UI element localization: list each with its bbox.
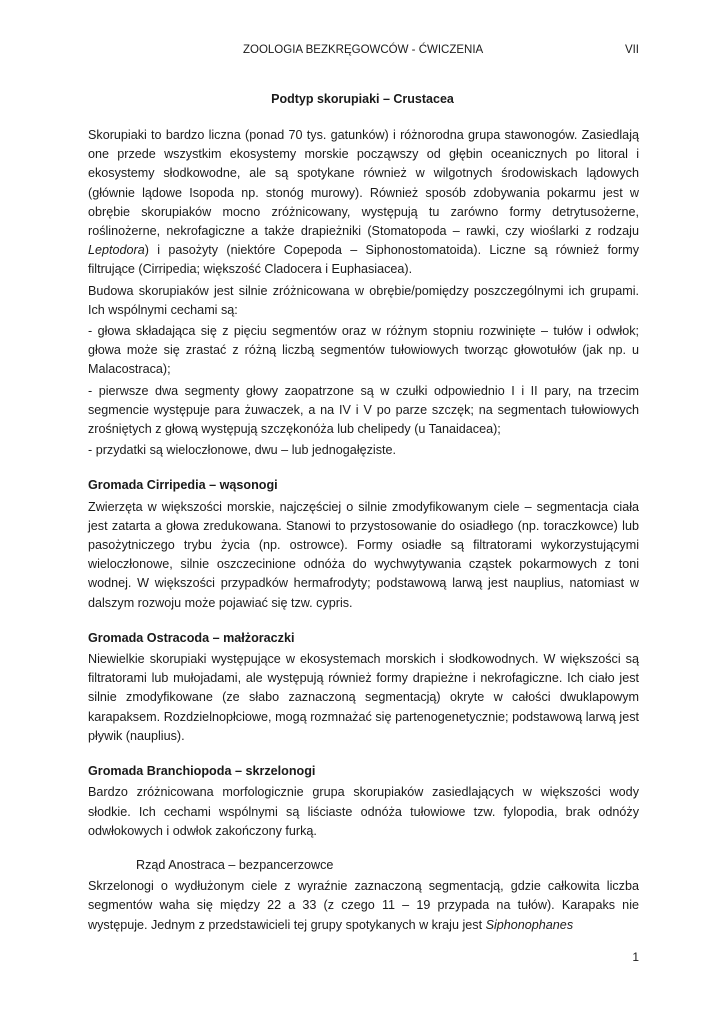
genus-name-siphonophanes: Siphonophanes (485, 917, 574, 932)
section-text-ostracoda: Niewielkie skorupiaki występujące w ekosystemach morskich i słodkowodnych. W większości są filtratorami lub mułojadami, ale występują również formy drapieżne i nekrofagiczne. Ich ciało jest silnie zmodyfikowane (ze słabo zaznaczoną segmentacją) okryte w całości dwuklapowym karapaksem. Rozdzielnopłciowe, mogą rozmnażać się partenogenetycznie; podstawową larwą jest pływik (nauplius). (88, 652, 639, 743)
intro-paragraph-1: Skorupiaki to bardzo liczna (ponad 70 tys. gatunków) i różnorodna grupa stawonogów. Zasiedlają one przede wszystkim ekosystemy morskie począwszy od głębin oceanicznych po litoral i ekosystemy słodkowodne, ale są spotykane również w wilgotnych środowiskach lądowych (głównie lądowe Isopoda np. stonóg murowy). Również sposób zdobywania pokarmu jest w obrębie skorupiaków mocno zróżnicowany, występują tu zarówno formy detrytusożerne, roślinożerne, nekrofagiczne a także drapieżniki (Stomatopoda – rawki, czy wioślarki z rodzaju Leptodora) i pasożyty (niektóre Copepoda – Siphonostomatoida). Liczne są również formy filtrujące (Cirripedia; większość Cladocera i Euphasiacea). (88, 128, 639, 277)
subsection-text-anostraca: Skrzelonogi o wydłużonym ciele z wyraźnie zaznaczoną segmentacją, gdzie całkowita liczba segmentów waha się między 22 a 33 (z czego 11 – 19 przypada na tułów). Karapaks nie występuje. Jednym z przedstawicieli tej grupy spotykanych w kraju jest Siphonophanes (88, 879, 639, 932)
header-title: ZOOLOGIA BEZKRĘGOWCÓW - ĆWICZENIA (243, 44, 484, 56)
feature-list-item-appendages: - przydatki są wieloczłonowe, dwu – lub jednogałęziste. (88, 443, 397, 458)
section-heading-ostracoda: Gromada Ostracoda – małżoraczki (88, 630, 295, 645)
section-heading-cirripedia: Gromada Cirripedia – wąsonogi (88, 478, 278, 493)
running-header (0, 44, 725, 60)
page-number: 1 (632, 950, 639, 964)
section-text-cirripedia: Zwierzęta w większości morskie, najczęściej o silnie zmodyfikowanym ciele – segmentacja ciała jest zatarta a głowa zredukowana. Stanowi to przystosowanie do osiadłego (np. toraczkowce) lub pasożytniczego trybu życia (np. ostrowce). Formy osiadłe są filtratorami wykorzystującymi wieloczłonowe, silnie oszczecinione odnóża do wychwytywania cząstek pokarmowych z toni wodnej. W większości przypadków hermafrodyty; podstawową larwą jest nauplius, natomiast w dalszym rozwoju może pojawiać się tzw. cypris. (88, 499, 639, 610)
header-chapter-number: VII (624, 44, 639, 56)
feature-list-item-head: - głowa składająca się z pięciu segmentów oraz w różnym stopniu rozwinięte – tułów i odwłok; głowa może się zrastać z różną liczbą segmentów tułowiowych tworząc głowotułów (jak np. u Malacostraca); (88, 324, 639, 377)
feature-list-item-segments: - pierwsze dwa segmenty głowy zaopatrzone są w czułki odpowiednio I i II pary, na trzecim segmencie występuje para żuwaczek, a na IV i V po parze szczęk; na segmentach tułowiowych zrośniętych z głową występują szczękonóża lub chelipedy (u Tanaidacea); (88, 383, 639, 437)
section-text-branchiopoda: Bardzo zróżnicowana morfologicznie grupa skorupiaków zasiedlających w większości wody słodkie. Ich cechami wspólnymi są liściaste odnóża tułowiowe tzw. fylopodia, brak odnóży odwłokowych i odwłok zakończony furką. (88, 785, 639, 838)
intro-paragraph-2: Budowa skorupiaków jest silnie zróżnicowana w obrębie/pomiędzy poszczególnymi ich grupami. Ich wspólnymi cechami są: (88, 283, 639, 317)
document-title: Podtyp skorupiaki – Crustacea (271, 92, 454, 106)
document-body (88, 126, 639, 935)
subsection-heading-anostraca: Rząd Anostraca – bezpancerzowce (136, 857, 334, 872)
section-heading-branchiopoda: Gromada Branchiopoda – skrzelonogi (88, 764, 316, 779)
genus-name-leptodora: Leptodora (88, 243, 145, 258)
